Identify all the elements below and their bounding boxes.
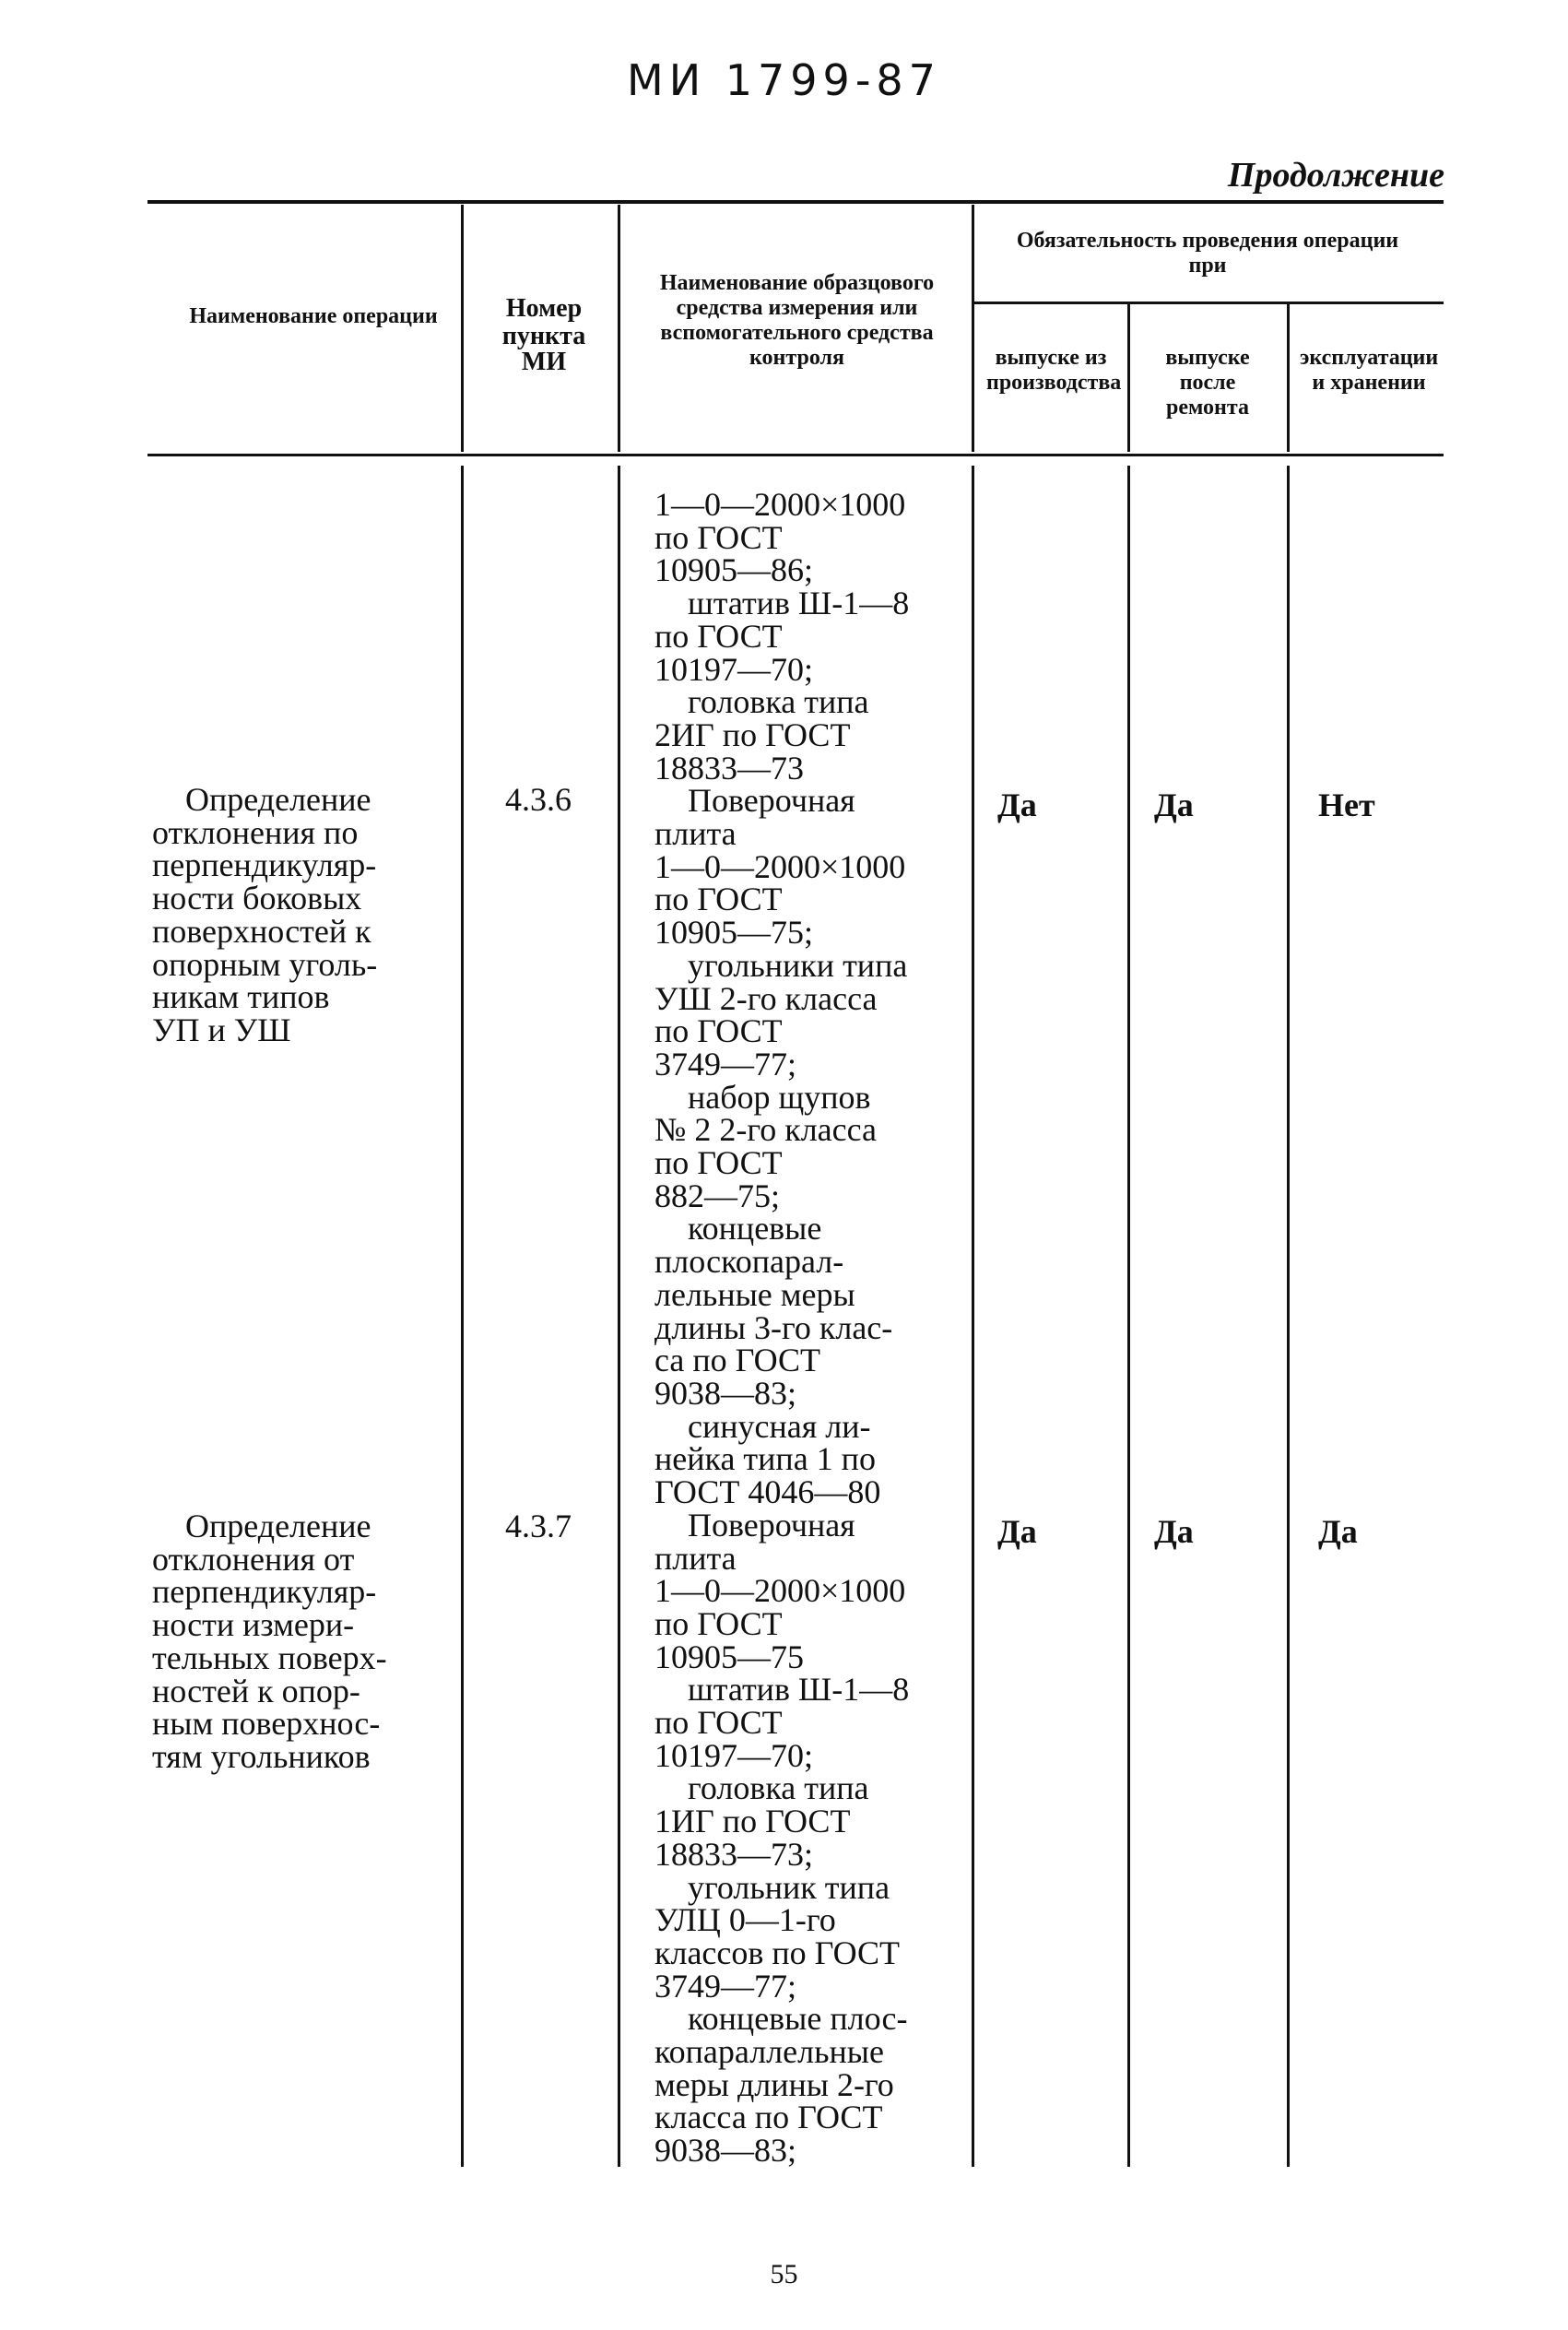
- header-obligation: Обязательность проведения операции при: [1016, 229, 1399, 278]
- instrument-line: плита: [654, 1539, 737, 1577]
- instrument-line: синусная ли-: [688, 1407, 871, 1445]
- instrument-line: штатив Ш-1—8: [688, 585, 910, 622]
- instrument-line: 1—0—2000×1000: [654, 486, 906, 523]
- header-operation-name: Наименование операции: [189, 304, 438, 328]
- instrument-line: классов по ГОСТ: [654, 1934, 901, 1971]
- instrument-line: ГОСТ 4046—80: [654, 1473, 881, 1511]
- instrument-line: Поверочная: [688, 782, 855, 820]
- operation-name-line: тям угольников: [152, 1737, 371, 1775]
- instrument-line: угольник типа: [688, 1868, 890, 1906]
- continued-label: Продолжение: [1227, 156, 1444, 195]
- instrument-line: 10905—86;: [654, 551, 814, 589]
- operation-name-line: отклонения по: [152, 813, 359, 851]
- instrument-line: 9038—83;: [654, 1374, 797, 1412]
- instrument-line: УШ 2-го класса: [654, 979, 878, 1017]
- instrument-line: 9038—83;: [654, 2132, 797, 2170]
- body-rule-2: [618, 466, 620, 2167]
- page-number: 55: [770, 2259, 798, 2289]
- instrument-line: са по ГОСТ: [654, 1342, 821, 1379]
- instrument-line: нейка типа 1 по: [654, 1440, 876, 1478]
- instrument-line: 10197—70;: [654, 1736, 814, 1774]
- instrument-line: плита: [654, 815, 737, 853]
- body-rule-4: [1127, 466, 1130, 2167]
- header-release-production: выпуске из производства: [986, 346, 1122, 395]
- instrument-line: 3749—77;: [654, 1967, 797, 2005]
- body-rule-1: [461, 466, 464, 2167]
- instrument-line: по ГОСТ: [654, 617, 783, 655]
- header-item-number-mi: МИ: [521, 348, 567, 376]
- instrument-line: угольники типа: [688, 946, 908, 984]
- obligation-subheader-rule: [973, 302, 1444, 304]
- operation-name-line: Определение: [185, 781, 371, 818]
- instrument-line: меры длины 2-го: [654, 2065, 894, 2103]
- column-rule-2: [618, 205, 620, 452]
- operation-name-line: отклонения от: [152, 1540, 355, 1578]
- instrument-line: № 2 2-го класса: [654, 1111, 878, 1149]
- instrument-line: по ГОСТ: [654, 518, 783, 556]
- instrument-line: 882—75;: [654, 1177, 781, 1214]
- row-2-operation-name: [152, 1510, 456, 1774]
- column-rule-5: [1287, 304, 1290, 452]
- header-item-number: Номер пункта: [501, 294, 586, 350]
- body-rule-3: [972, 466, 974, 2167]
- row-1-repair: Да: [1154, 787, 1194, 823]
- instrument-line: 2ИГ по ГОСТ: [654, 716, 851, 753]
- document-code: МИ 1799-87: [627, 55, 941, 105]
- operation-name-line: опорным уголь-: [152, 945, 378, 983]
- instrument-line: по ГОСТ: [654, 1012, 783, 1050]
- instrument-line: 1ИГ по ГОСТ: [654, 1803, 851, 1840]
- row-1-item-number: 4.3.6: [505, 781, 572, 818]
- instrument-line: класса по ГОСТ: [654, 2099, 883, 2136]
- instrument-line: 18833—73;: [654, 1835, 814, 1873]
- row-1-operation-name: [152, 781, 456, 1048]
- operation-name-line: поверхностей к: [152, 912, 371, 950]
- table-top-rule: [147, 200, 1444, 204]
- instrument-line: 10197—70;: [654, 650, 814, 688]
- instrument-line: 1—0—2000×1000: [654, 847, 906, 885]
- instrument-line: по ГОСТ: [654, 1704, 783, 1742]
- instrument-line: 18833—73: [654, 749, 804, 787]
- operation-name-line: ным поверхнос-: [152, 1705, 381, 1743]
- row-2-storage: Да: [1318, 1513, 1358, 1550]
- instrument-line: Поверочная: [688, 1506, 855, 1543]
- instrument-line: копараллельные: [654, 2033, 884, 2071]
- column-rule-1: [461, 205, 464, 452]
- column-rule-3: [972, 205, 974, 452]
- instruments-column: [654, 486, 968, 2170]
- operation-name-line: ностей к опор-: [152, 1672, 360, 1709]
- instrument-line: УЛЦ 0—1-го: [654, 1901, 836, 1939]
- column-rule-4: [1127, 304, 1130, 452]
- instrument-line: концевые плос-: [688, 2000, 908, 2038]
- operation-name-line: никам типов: [152, 978, 330, 1016]
- operation-name-line: тельных поверх-: [152, 1638, 387, 1676]
- operation-name-line: перпендикуляр-: [152, 846, 377, 884]
- instrument-line: набор щупов: [688, 1078, 871, 1116]
- instrument-line: 3749—77;: [654, 1045, 797, 1082]
- operation-name-line: ности боковых: [152, 880, 362, 917]
- operation-name-line: перпендикуляр-: [152, 1573, 377, 1611]
- operation-name-line: ности измери-: [152, 1606, 355, 1644]
- operation-name-line: Определение: [185, 1508, 371, 1544]
- row-1-production: Да: [997, 787, 1037, 823]
- row-2-repair: Да: [1154, 1513, 1194, 1550]
- body-rule-5: [1287, 466, 1290, 2167]
- instrument-line: 10905—75: [654, 1638, 804, 1675]
- instrument-line: плоскопарал-: [654, 1243, 844, 1281]
- instrument-line: 10905—75;: [654, 914, 814, 952]
- instrument-line: 1—0—2000×1000: [654, 1572, 906, 1610]
- header-release-repair: выпуске после ремонта: [1165, 346, 1250, 420]
- row-1-storage: Нет: [1318, 787, 1375, 823]
- instrument-line: штатив Ш-1—8: [688, 1671, 910, 1709]
- header-operation-storage: эксплуатации и хранении: [1300, 346, 1439, 395]
- instrument-line: концевые: [688, 1210, 822, 1248]
- instrument-line: головка типа: [688, 683, 869, 721]
- instrument-line: лельные меры: [654, 1275, 855, 1313]
- instrument-line: по ГОСТ: [654, 881, 783, 918]
- instrument-line: по ГОСТ: [654, 1144, 783, 1182]
- header-instrument-name: Наименование образцового средства измерения или вспомогательного средства контроля: [659, 271, 935, 370]
- row-2-production: Да: [997, 1513, 1037, 1550]
- instrument-line: головка типа: [688, 1769, 869, 1807]
- header-bottom-rule: [147, 454, 1444, 456]
- operation-name-line: УП и УШ: [152, 1011, 291, 1048]
- row-2-item-number: 4.3.7: [505, 1508, 572, 1544]
- instrument-line: длины 3-го клас-: [654, 1308, 893, 1346]
- instrument-line: по ГОСТ: [654, 1604, 783, 1642]
